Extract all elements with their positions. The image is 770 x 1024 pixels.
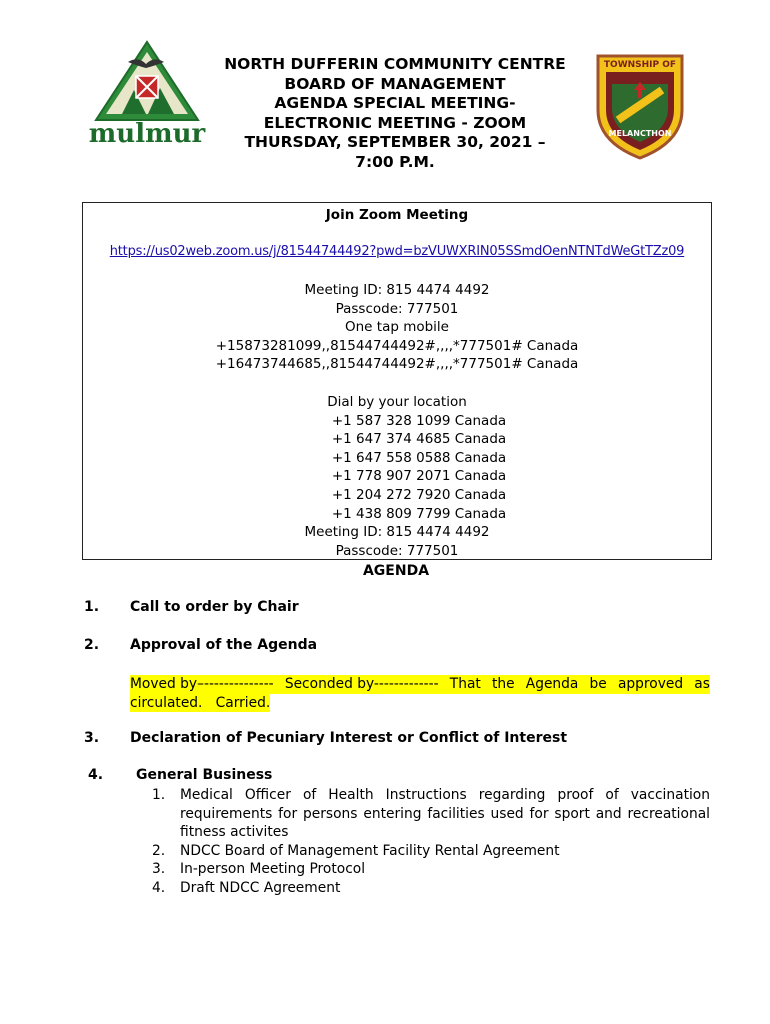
dial-label: Dial by your location (327, 394, 467, 410)
sub-item-number: 4. (152, 879, 166, 896)
header-line-6: 7:00 P.M. (355, 152, 435, 171)
agenda-heading: AGENDA (362, 563, 430, 579)
melancthon-crest (590, 50, 690, 162)
zoom-info-box (82, 202, 712, 560)
dial-number-2: +1 647 374 4685 Canada (331, 431, 507, 448)
zoom-meeting-link[interactable]: https://us02web.zoom.us/j/81544744492?pwd=bzVUWXRIN05SSmdOenNTNTdWeGtTZz09 (109, 244, 685, 259)
item-title-3: Declaration of Pecuniary Interest or Conflict of Interest (130, 730, 568, 746)
motion-word: be (589, 676, 607, 692)
motion-word: as (694, 676, 710, 692)
header-line-3: AGENDA SPECIAL MEETING- (274, 94, 516, 112)
dial-number-4: +1 778 907 2071 Canada (331, 468, 507, 485)
svg-text:TOWNSHIP OF: TOWNSHIP OF (603, 60, 677, 70)
item-title-2: Approval of the Agenda (130, 637, 318, 653)
tap-number-2: +16473744685,,81544744492#,,,,*777501# Canada (215, 356, 579, 373)
seconded-by: Seconded by------------- (284, 676, 439, 692)
meeting-id: Meeting ID: 815 4474 4492 (304, 282, 490, 298)
svg-text:MELANCTHON: MELANCTHON (608, 129, 672, 138)
motion-word: the (491, 676, 515, 692)
item-number-2: 2. (84, 637, 100, 653)
item-number-1: 1. (84, 599, 100, 615)
dial-number-1: +1 587 328 1099 Canada (331, 412, 507, 429)
meeting-header (200, 55, 590, 172)
header-line-2: BOARD OF MANAGEMENT (284, 74, 506, 93)
list-item (130, 860, 710, 879)
zoom-title: Join Zoom Meeting (325, 207, 469, 223)
passcode: Passcode: 777501 (335, 300, 459, 317)
item-number-3: 3. (84, 730, 100, 746)
sub-item-number: 1. (152, 787, 166, 803)
sub-item-text: Draft NDCC Agreement (180, 879, 341, 896)
sub-item-text: In-person Meeting Protocol (180, 861, 366, 878)
sub-item-number: 3. (152, 861, 166, 878)
header-line-4: ELECTRONIC MEETING - ZOOM (263, 113, 527, 132)
item-title-1: Call to order by Chair (130, 599, 299, 615)
dial-by-location (83, 393, 711, 560)
tap-number-1: +15873281099,,81544744492#,,,,*777501# Canada (215, 337, 579, 354)
list-item (130, 842, 710, 861)
item-title-4: General Business (136, 767, 273, 783)
header-line-1: NORTH DUFFERIN COMMUNITY CENTRE (224, 55, 566, 73)
passcode-repeat: Passcode: 777501 (335, 542, 459, 559)
general-business-list (130, 786, 710, 898)
sub-item-text: NDCC Board of Management Facility Rental Agreement (180, 842, 560, 859)
meeting-id-repeat: Meeting ID: 815 4474 4492 (304, 524, 490, 541)
mulmur-logo (88, 38, 206, 150)
dial-number-5: +1 204 272 7920 Canada (331, 486, 507, 503)
one-tap-label: One tap mobile (345, 319, 449, 336)
motion-word: approved (617, 676, 684, 692)
sub-item-text: Medical Officer of Health Instructions regarding proof of vaccination requirements for persons entering facilities used for sport and recreational fitness activites (180, 787, 710, 841)
list-item (130, 879, 710, 898)
item-number-4: 4. (88, 767, 104, 783)
agenda-motion (130, 675, 710, 712)
moved-by: Moved by–-------------- (130, 676, 274, 692)
motion-line-2: circulated. Carried. (130, 694, 271, 711)
dial-number-3: +1 647 558 0588 Canada (331, 449, 507, 466)
header-line-5: THURSDAY, SEPTEMBER 30, 2021 – (244, 133, 546, 151)
svg-text:mulmur: mulmur (88, 119, 206, 149)
dial-number-6: +1 438 809 7799 Canada (331, 505, 507, 522)
zoom-details (83, 281, 711, 374)
list-item (130, 786, 710, 842)
motion-line-1 (130, 675, 710, 694)
sub-item-number: 2. (152, 842, 166, 859)
motion-word: That (449, 676, 481, 692)
motion-word: Agenda (525, 676, 579, 692)
